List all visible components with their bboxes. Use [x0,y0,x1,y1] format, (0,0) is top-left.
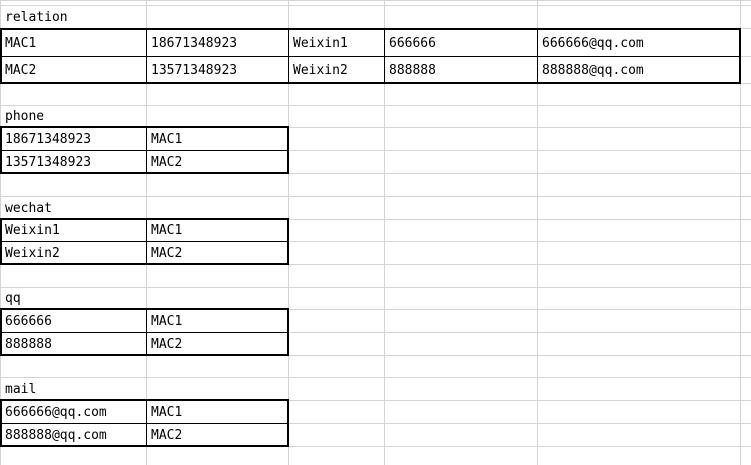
relation-cell-qq[interactable]: 666666 [389,35,436,51]
qq-cell-number[interactable]: 888888 [5,336,52,352]
phone-cell-number[interactable]: 13571348923 [5,154,92,170]
grid-row-line [0,173,751,174]
grid-row-line [0,83,751,84]
wechat-cell-mac[interactable]: MAC1 [151,223,183,238]
grid-row-line [0,355,751,356]
relation-cell-mail[interactable]: 888888@qq.com [542,62,644,78]
phone-cell-mac[interactable]: MAC1 [151,131,183,147]
relation-cell-wechat[interactable]: Weixin1 [293,35,348,51]
wechat-label[interactable]: wechat [5,200,52,216]
mail-cell-mac[interactable]: MAC2 [151,427,183,443]
wechat-cell-id[interactable]: Weixin1 [5,223,60,238]
relation-cell-mac[interactable]: MAC2 [5,62,37,78]
phone-label[interactable]: phone [5,109,45,124]
qq-cell-mac[interactable]: MAC2 [151,336,183,352]
mail-cell-address[interactable]: 666666@qq.com [5,404,107,420]
relation-cell-wechat[interactable]: Weixin2 [293,62,348,78]
qq-cell-number[interactable]: 666666 [5,313,52,329]
relation-cell-qq[interactable]: 888888 [389,62,436,78]
grid-row-line [0,264,751,265]
phone-cell-mac[interactable]: MAC2 [151,154,183,170]
wechat-cell-mac[interactable]: MAC2 [151,245,183,261]
grid-column-line [740,0,741,465]
relation-label[interactable]: relation [5,9,68,25]
mail-cell-mac[interactable]: MAC1 [151,404,183,420]
wechat-cell-id[interactable]: Weixin2 [5,245,60,261]
qq-cell-mac[interactable]: MAC1 [151,313,183,329]
grid-row-line [0,28,751,29]
qq-label[interactable]: qq [5,291,21,306]
relation-cell-phone[interactable]: 13571348923 [151,62,238,78]
relation-cell-mac[interactable]: MAC1 [5,35,37,51]
relation-cell-phone[interactable]: 18671348923 [151,35,238,51]
relation-cell-mail[interactable]: 666666@qq.com [542,35,644,51]
phone-cell-number[interactable]: 18671348923 [5,131,92,147]
grid-row-line [0,446,751,447]
mail-cell-address[interactable]: 888888@qq.com [5,427,107,443]
mail-label[interactable]: mail [5,381,37,397]
